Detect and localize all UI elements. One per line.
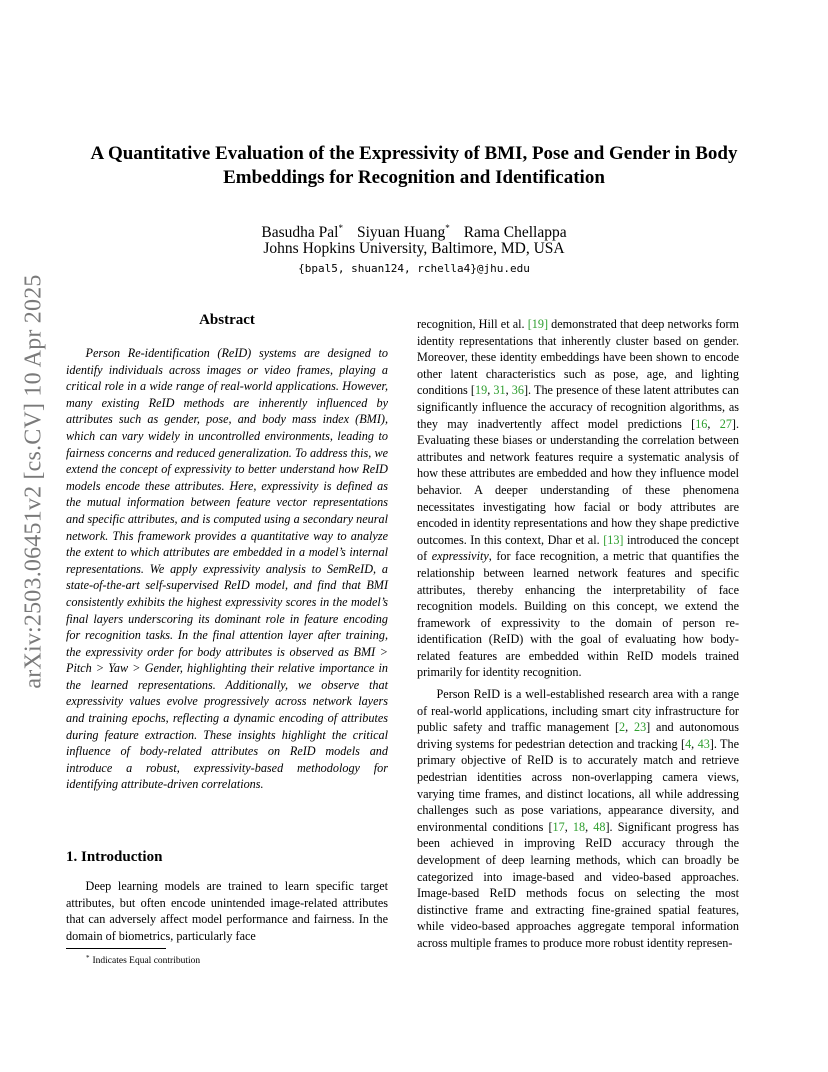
body-text-run: introduced the concept of [417,532,740,564]
citation-link[interactable]: 16 [695,416,708,431]
body-text-run: ]. Evaluating these biases or understanding the correlation between attributes and network features require a systematic analysis of how these attributes are embedded and how they influence model behavior. A deeper understanding of these phenomena necessitates investigating how facial or body attributes are encoded in identity representations and how they shape predictive outcomes. In this context, Dhar et al. [417,416,740,547]
emphasized-term: expressivity [431,549,489,564]
paper-title: A Quantitative Evaluation of the Expressivity of BMI, Pose and Gender in Body Embeddings for Recognition and Identification [90,143,738,188]
equal-contribution-mark: * [338,223,343,233]
citation-link[interactable]: 48 [593,819,606,834]
citation-link[interactable]: 27 [719,416,732,431]
introduction-text: Deep learning models are trained to learn specific target attributes, but often encode unintended image-related attributes that can adversely affect model performance and fairness. In the domain of biometrics, particularly face [66,879,388,943]
citation-link[interactable]: 31 [493,383,506,398]
footnote-divider [66,948,166,949]
body-text-run: , [564,819,573,834]
footnote [86,952,200,967]
body-text-run: ] and autonomous driving systems for pedestrian detection and tracking [ [417,720,740,751]
body-text-run: , [625,720,634,735]
body-text-run: ]. The primary objective of ReID is to accurately match and retrieve pedestrian identities across non-overlapping camera views, varying time frames, and distinct locations, all while addressing challenges such as pose variations, appearance diversity, and environmental conditions [ [417,736,739,834]
citation-link[interactable]: 19 [475,383,488,398]
citation-link[interactable]: 43 [697,736,710,751]
body-text-run: , [707,416,720,431]
citation-link[interactable]: 18 [572,819,586,834]
author-name: Rama Chellappa [463,224,567,241]
body-text-run: ]. The presence of these latent attributes can significantly influence the accuracy of recognition algorithms, as they may inadvertently affect model predictions [ [417,383,740,431]
citation-link[interactable]: [19] [527,317,549,331]
citation-link[interactable]: 23 [633,720,647,735]
body-text-run: , [585,819,594,834]
abstract-heading: Abstract [199,312,255,328]
author-name: Siyuan Huang [356,224,446,241]
citation-link[interactable]: 36 [511,383,524,398]
body-text-run: , [691,736,698,751]
body-text-run: , for face recognition, a metric that quantifies the relationship between learned network features and specific attributes, thereby enhancing the interpretability of face recognition models. Building on this concept, we extend the framework of expressivity to the domain of person re-identification (ReID) with the goal of evaluating how body-related features are embedded within ReID models trained primarily for identity recognition. [417,549,740,680]
body-text-run: demonstrated that deep networks form identity representations that inherently cluster based on gender. Moreover, these identity embeddings have been shown to encode other latent characteristics such as pose, age, and lighting conditions [ [417,317,740,398]
author-emails: {bpal5, shuan124, rchella4}@jhu.edu [298,262,530,275]
body-text-run: , [487,383,494,398]
citation-link[interactable]: 2 [619,720,626,735]
author-name: Basudha Pal [261,224,339,241]
arxiv-identifier [14,273,54,689]
body-text-run: recognition, Hill et al. [417,317,528,331]
body-paragraph [417,686,739,952]
footnote-mark: * [86,954,90,962]
affiliation: Johns Hopkins University, Baltimore, MD, USA [263,240,565,257]
body-paragraph [417,316,739,681]
citation-link[interactable]: [13] [603,532,624,547]
arxiv-identifier-text: arXiv:2503.06451v2 [cs.CV] 10 Apr 2025 [20,273,47,689]
body-text-run: Person ReID is a well-established research area with a range of real-world applications, including smart city infrastructure for public safety and traffic management [ [417,687,739,735]
introduction-heading: 1. Introduction [66,849,163,865]
abstract-text: Person Re-identification (ReID) systems are designed to identify individuals across images or video frames, playing a critical role in a wide range of real-world applications. However, many existing ReID methods are inherently influenced by attributes such as gender, pose, and body mass index (BMI), which can vary widely in uncontrolled environments, leading to fairness concerns and reduced generalization. To address this, we extend the concept of expressivity to better understand how ReID models encode these attributes. Here, expressivity is defined as the mutual information between feature vector representations and specific attributes, and is computed using a secondary neural network. This framework provides a quantitative way to analyze the extent to which attributes are embedded in a model’s internal representations. We apply expressivity analysis to SemReID, a state-of-the-art self-supervised ReID model, and find that BMI consistently exhibits the highest expressivity scores in the model’s final layers underscoring its dominant role in feature encoding for recognition tasks. In the final attention layer after training, the expressivity order for body attributes is observed as BMI > Pitch > Yaw > Gender, highlighting their relative importance in the learned representations. Additionally, we observe that expressivity values evolve progressively across network layers and training epochs, reflecting a dynamic encoding of attributes during feature extraction. These insights highlight the critical influence of body-related attributes on ReID models and introduce a robust, expressivity-based methodology for identifying attribute-driven correlations. [66,346,388,792]
right-column [417,316,739,952]
footnote-text: Indicates Equal contribution [92,956,201,966]
equal-contribution-mark: * [445,223,450,233]
body-text-run: ]. Significant progress has been achieved in improving ReID accuracy through the development of deep learning methods, which can broadly be categorized into image-based and video-based approaches. Image-based ReID methods focus on selecting the most distinctive frame and extracting fine-grained spatial features, while video-based approaches aggregate temporal information across multiple frames to produce more robust identity represen- [417,819,739,950]
body-text-run: , [505,383,512,398]
citation-link[interactable]: 17 [552,819,565,834]
citation-link[interactable]: 4 [685,736,692,751]
